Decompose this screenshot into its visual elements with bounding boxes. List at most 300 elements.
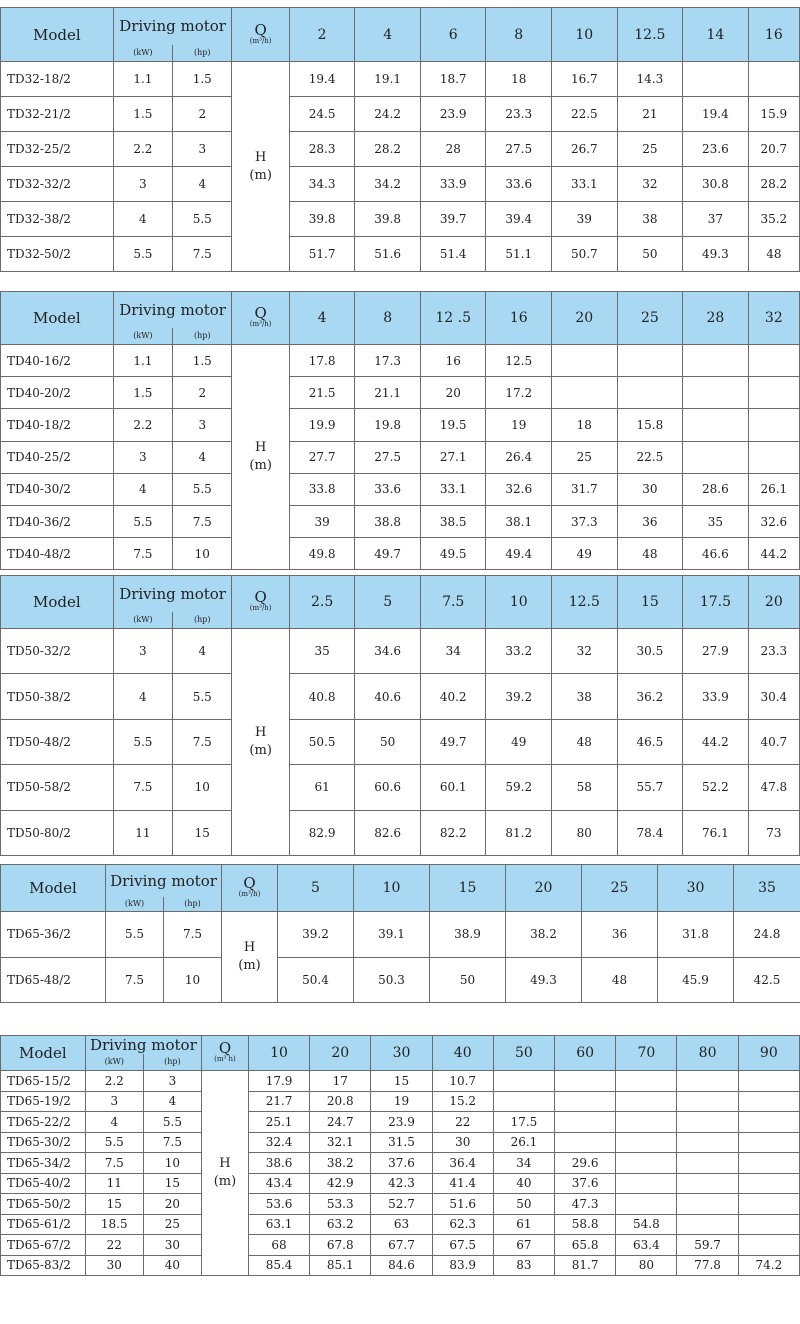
table-row bbox=[1, 97, 800, 132]
head-value-cell: 18 bbox=[486, 62, 552, 97]
hp-cell: 1.5 bbox=[173, 345, 232, 377]
flow-value-header: 50 bbox=[493, 1036, 554, 1071]
head-value-cell: 49.8 bbox=[289, 538, 355, 570]
hp-cell: 5.5 bbox=[143, 1112, 201, 1133]
kw-cell: 4 bbox=[113, 674, 172, 719]
kw-cell: 22 bbox=[85, 1235, 143, 1256]
head-value-cell: 51.6 bbox=[355, 237, 421, 272]
flow-value-header: 32 bbox=[748, 292, 799, 345]
model-cell: TD65-67/2 bbox=[1, 1235, 86, 1256]
head-value-cell: 30.4 bbox=[748, 674, 799, 719]
head-value-cell bbox=[683, 441, 749, 473]
head-value-cell: 33.6 bbox=[355, 473, 421, 505]
head-value-cell: 27.5 bbox=[486, 132, 552, 167]
flow-value-header: 30 bbox=[371, 1036, 432, 1071]
head-value-cell: 19.5 bbox=[420, 409, 486, 441]
head-value-cell: 60.1 bbox=[420, 765, 486, 810]
head-value-cell: 49.5 bbox=[420, 538, 486, 570]
flow-value-header: 70 bbox=[616, 1036, 677, 1071]
table-row bbox=[1, 1132, 800, 1153]
head-value-cell: 23.9 bbox=[420, 97, 486, 132]
head-value-cell bbox=[677, 1132, 738, 1153]
head-value-cell: 26.1 bbox=[748, 473, 799, 505]
head-value-cell bbox=[748, 345, 799, 377]
hp-unit-header: (hp) bbox=[164, 897, 222, 912]
head-value-cell: 17.2 bbox=[486, 377, 552, 409]
head-value-cell: 33.1 bbox=[552, 167, 618, 202]
head-value-cell: 22 bbox=[432, 1112, 493, 1133]
head-value-cell: 19.4 bbox=[683, 97, 749, 132]
head-value-cell: 20.8 bbox=[310, 1091, 371, 1112]
kw-unit-header: (kW) bbox=[85, 1054, 143, 1071]
model-cell: TD32-38/2 bbox=[1, 202, 114, 237]
model-cell: TD50-80/2 bbox=[1, 810, 114, 855]
flow-value-header: 40 bbox=[432, 1036, 493, 1071]
head-value-cell: 19.8 bbox=[355, 409, 421, 441]
flow-rate-header bbox=[232, 292, 289, 345]
head-value-cell: 77.8 bbox=[677, 1255, 738, 1276]
head-value-cell: 80 bbox=[616, 1255, 677, 1276]
head-value-cell: 53.6 bbox=[248, 1194, 309, 1215]
head-unit: (m) bbox=[249, 167, 272, 183]
performance-table bbox=[0, 291, 800, 570]
flow-value-header: 30 bbox=[658, 865, 734, 912]
head-value-cell bbox=[748, 377, 799, 409]
head-value-cell: 50.4 bbox=[278, 957, 354, 1003]
table-row bbox=[1, 473, 800, 505]
head-value-cell: 19 bbox=[371, 1091, 432, 1112]
head-value-cell bbox=[493, 1071, 554, 1092]
flow-rate-unit: (m³/h) bbox=[249, 604, 272, 612]
kw-cell: 11 bbox=[113, 810, 172, 855]
head-value-cell: 85.1 bbox=[310, 1255, 371, 1276]
head-value-cell: 25 bbox=[617, 132, 683, 167]
kw-unit-header: (kW) bbox=[106, 897, 164, 912]
head-value-cell: 17.8 bbox=[289, 345, 355, 377]
head-value-cell: 32.1 bbox=[310, 1132, 371, 1153]
model-cell: TD40-48/2 bbox=[1, 538, 114, 570]
flow-rate-header bbox=[232, 576, 289, 629]
flow-value-header: 20 bbox=[748, 576, 799, 629]
head-value-cell: 48 bbox=[748, 237, 799, 272]
head-value-cell: 51.6 bbox=[432, 1194, 493, 1215]
table-row bbox=[1, 810, 800, 855]
head-value-cell bbox=[616, 1091, 677, 1112]
kw-cell: 2.2 bbox=[85, 1071, 143, 1092]
head-value-cell: 31.7 bbox=[552, 473, 618, 505]
head-value-cell bbox=[738, 1091, 799, 1112]
hp-cell: 10 bbox=[173, 538, 232, 570]
head-value-cell: 42.5 bbox=[734, 957, 800, 1003]
head-value-cell: 82.9 bbox=[289, 810, 355, 855]
kw-cell: 1.1 bbox=[113, 345, 172, 377]
table-row bbox=[1, 1071, 800, 1092]
head-value-cell: 84.6 bbox=[371, 1255, 432, 1276]
head-value-cell: 76.1 bbox=[683, 810, 749, 855]
hp-cell: 7.5 bbox=[173, 237, 232, 272]
head-value-cell: 17.9 bbox=[248, 1071, 309, 1092]
head-value-cell: 24.8 bbox=[734, 912, 800, 958]
kw-cell: 30 bbox=[85, 1255, 143, 1276]
head-value-cell: 28.3 bbox=[289, 132, 355, 167]
head-value-cell: 33.1 bbox=[420, 473, 486, 505]
flow-value-header: 10 bbox=[354, 865, 430, 912]
table-row bbox=[1, 441, 800, 473]
kw-cell: 4 bbox=[113, 473, 172, 505]
table-row bbox=[1, 629, 800, 674]
head-value-cell bbox=[616, 1112, 677, 1133]
flow-value-header: 15 bbox=[430, 865, 506, 912]
head-value-cell bbox=[617, 345, 683, 377]
head-value-cell: 49.3 bbox=[683, 237, 749, 272]
model-cell: TD65-50/2 bbox=[1, 1194, 86, 1215]
flow-value-header: 15 bbox=[617, 576, 683, 629]
flow-value-header: 14 bbox=[683, 8, 749, 62]
head-value-cell bbox=[738, 1153, 799, 1174]
head-value-cell bbox=[748, 409, 799, 441]
head-value-cell: 54.8 bbox=[616, 1214, 677, 1235]
flow-rate-symbol: Q bbox=[218, 1039, 232, 1057]
head-value-cell bbox=[555, 1071, 616, 1092]
kw-cell: 2.2 bbox=[113, 132, 172, 167]
head-value-cell: 42.9 bbox=[310, 1173, 371, 1194]
table-row bbox=[1, 719, 800, 764]
kw-cell: 3 bbox=[113, 441, 172, 473]
head-value-cell: 50 bbox=[430, 957, 506, 1003]
head-unit: (m) bbox=[213, 1174, 237, 1189]
model-cell: TD32-25/2 bbox=[1, 132, 114, 167]
hp-cell: 4 bbox=[173, 441, 232, 473]
head-value-cell: 35 bbox=[683, 505, 749, 537]
head-value-cell: 50.7 bbox=[552, 237, 618, 272]
head-value-cell bbox=[738, 1194, 799, 1215]
kw-cell: 1.5 bbox=[113, 97, 172, 132]
head-value-cell: 39.4 bbox=[486, 202, 552, 237]
head-value-cell: 21 bbox=[617, 97, 683, 132]
head-value-cell: 59.7 bbox=[677, 1235, 738, 1256]
head-value-cell: 49 bbox=[486, 719, 552, 764]
head-value-cell: 34.6 bbox=[355, 629, 421, 674]
head-value-cell: 81.7 bbox=[555, 1255, 616, 1276]
table-row bbox=[1, 1255, 800, 1276]
model-cell: TD32-32/2 bbox=[1, 167, 114, 202]
flow-value-header: 20 bbox=[506, 865, 582, 912]
hp-unit-header: (hp) bbox=[173, 45, 232, 62]
head-value-cell: 63.1 bbox=[248, 1214, 309, 1235]
flow-rate-symbol: Q bbox=[254, 20, 267, 39]
kw-cell: 5.5 bbox=[85, 1132, 143, 1153]
head-value-cell: 16 bbox=[420, 345, 486, 377]
table-row bbox=[1, 1091, 800, 1112]
table-row bbox=[1, 1214, 800, 1235]
head-value-cell: 24.7 bbox=[310, 1112, 371, 1133]
head-value-cell: 15.9 bbox=[748, 97, 799, 132]
head-value-cell: 52.7 bbox=[371, 1194, 432, 1215]
flow-value-header: 25 bbox=[582, 865, 658, 912]
model-column-header: Model bbox=[1, 292, 114, 345]
flow-value-header: 16 bbox=[748, 8, 799, 62]
head-symbol: H bbox=[254, 149, 267, 165]
head-label-cell bbox=[202, 1071, 249, 1276]
kw-cell: 15 bbox=[85, 1194, 143, 1215]
head-value-cell: 38.5 bbox=[420, 505, 486, 537]
head-value-cell: 49.7 bbox=[355, 538, 421, 570]
head-value-cell: 31.5 bbox=[371, 1132, 432, 1153]
head-symbol: H bbox=[254, 724, 267, 740]
head-value-cell bbox=[677, 1214, 738, 1235]
kw-cell: 1.1 bbox=[113, 62, 172, 97]
head-value-cell: 19 bbox=[486, 409, 552, 441]
head-value-cell: 23.3 bbox=[486, 97, 552, 132]
kw-unit-header: (kW) bbox=[113, 45, 172, 62]
head-value-cell: 40.6 bbox=[355, 674, 421, 719]
head-value-cell: 82.6 bbox=[355, 810, 421, 855]
head-value-cell: 39 bbox=[289, 505, 355, 537]
hp-cell: 2 bbox=[173, 97, 232, 132]
head-value-cell: 22.5 bbox=[552, 97, 618, 132]
head-value-cell: 51.1 bbox=[486, 237, 552, 272]
head-value-cell: 39.8 bbox=[289, 202, 355, 237]
head-value-cell bbox=[748, 441, 799, 473]
flow-value-header: 4 bbox=[355, 8, 421, 62]
kw-cell: 3 bbox=[85, 1091, 143, 1112]
model-cell: TD50-32/2 bbox=[1, 629, 114, 674]
flow-value-header: 5 bbox=[278, 865, 354, 912]
hp-cell: 7.5 bbox=[164, 912, 222, 958]
hp-cell: 7.5 bbox=[173, 505, 232, 537]
flow-value-header: 60 bbox=[555, 1036, 616, 1071]
head-value-cell: 82.2 bbox=[420, 810, 486, 855]
hp-unit-header: (hp) bbox=[143, 1054, 201, 1071]
head-value-cell: 39.2 bbox=[278, 912, 354, 958]
head-value-cell bbox=[677, 1071, 738, 1092]
model-cell: TD40-18/2 bbox=[1, 409, 114, 441]
head-value-cell: 30.8 bbox=[683, 167, 749, 202]
kw-cell: 5.5 bbox=[113, 719, 172, 764]
driving-motor-header: Driving motor bbox=[106, 865, 222, 897]
hp-cell: 2 bbox=[173, 377, 232, 409]
head-value-cell: 39.8 bbox=[355, 202, 421, 237]
kw-cell: 11 bbox=[85, 1173, 143, 1194]
kw-cell: 3 bbox=[113, 629, 172, 674]
head-symbol: H bbox=[243, 940, 256, 955]
table-row bbox=[1, 1194, 800, 1215]
head-value-cell: 80 bbox=[552, 810, 618, 855]
head-value-cell bbox=[616, 1132, 677, 1153]
table-row bbox=[1, 202, 800, 237]
head-value-cell: 41.4 bbox=[432, 1173, 493, 1194]
head-value-cell: 19.1 bbox=[355, 62, 421, 97]
hp-cell: 25 bbox=[143, 1214, 201, 1235]
kw-cell: 7.5 bbox=[106, 957, 164, 1003]
table-row bbox=[1, 1235, 800, 1256]
head-value-cell: 34 bbox=[420, 629, 486, 674]
head-value-cell: 47.3 bbox=[555, 1194, 616, 1215]
head-value-cell: 48 bbox=[582, 957, 658, 1003]
head-value-cell: 63.2 bbox=[310, 1214, 371, 1235]
flow-value-header: 20 bbox=[310, 1036, 371, 1071]
head-value-cell: 37.3 bbox=[552, 505, 618, 537]
head-value-cell: 40.2 bbox=[420, 674, 486, 719]
flow-value-header: 7.5 bbox=[420, 576, 486, 629]
head-value-cell bbox=[748, 62, 799, 97]
hp-cell: 5.5 bbox=[173, 674, 232, 719]
head-value-cell: 34.3 bbox=[289, 167, 355, 202]
head-value-cell: 67 bbox=[493, 1235, 554, 1256]
flow-value-header: 10 bbox=[248, 1036, 309, 1071]
head-value-cell: 15.8 bbox=[617, 409, 683, 441]
head-value-cell: 32 bbox=[552, 629, 618, 674]
head-value-cell: 34.2 bbox=[355, 167, 421, 202]
head-value-cell: 20.7 bbox=[748, 132, 799, 167]
table-row bbox=[1, 132, 800, 167]
head-label-cell bbox=[232, 629, 289, 856]
table-row bbox=[1, 377, 800, 409]
model-cell: TD32-18/2 bbox=[1, 62, 114, 97]
head-value-cell: 33.2 bbox=[486, 629, 552, 674]
head-value-cell: 36 bbox=[617, 505, 683, 537]
head-value-cell: 52.2 bbox=[683, 765, 749, 810]
table-row bbox=[1, 505, 800, 537]
head-value-cell: 31.8 bbox=[658, 912, 734, 958]
head-value-cell: 35.2 bbox=[748, 202, 799, 237]
flow-value-header: 80 bbox=[677, 1036, 738, 1071]
head-value-cell: 40 bbox=[493, 1173, 554, 1194]
head-value-cell: 81.2 bbox=[486, 810, 552, 855]
head-value-cell: 17.3 bbox=[355, 345, 421, 377]
flow-rate-symbol: Q bbox=[254, 588, 267, 606]
head-value-cell: 17 bbox=[310, 1071, 371, 1092]
head-value-cell: 44.2 bbox=[683, 719, 749, 764]
head-value-cell: 24.2 bbox=[355, 97, 421, 132]
driving-motor-header: Driving motor bbox=[85, 1036, 201, 1054]
flow-value-header: 12.5 bbox=[552, 576, 618, 629]
head-value-cell: 25 bbox=[552, 441, 618, 473]
head-value-cell: 38.6 bbox=[248, 1153, 309, 1174]
performance-table bbox=[0, 864, 800, 1003]
hp-cell: 3 bbox=[173, 132, 232, 167]
head-value-cell: 23.6 bbox=[683, 132, 749, 167]
head-value-cell bbox=[677, 1112, 738, 1133]
head-value-cell: 46.6 bbox=[683, 538, 749, 570]
kw-cell: 2.2 bbox=[113, 409, 172, 441]
head-value-cell bbox=[493, 1091, 554, 1112]
head-value-cell: 27.9 bbox=[683, 629, 749, 674]
head-value-cell: 23.3 bbox=[748, 629, 799, 674]
head-value-cell: 15.2 bbox=[432, 1091, 493, 1112]
head-value-cell: 24.5 bbox=[289, 97, 355, 132]
model-cell: TD40-16/2 bbox=[1, 345, 114, 377]
head-value-cell: 28.2 bbox=[355, 132, 421, 167]
model-cell: TD65-61/2 bbox=[1, 1214, 86, 1235]
head-value-cell bbox=[616, 1173, 677, 1194]
flow-value-header: 8 bbox=[355, 292, 421, 345]
table-row bbox=[1, 1173, 800, 1194]
flow-value-header: 90 bbox=[738, 1036, 799, 1071]
hp-cell: 7.5 bbox=[173, 719, 232, 764]
head-value-cell: 30.5 bbox=[617, 629, 683, 674]
table-row bbox=[1, 167, 800, 202]
hp-cell: 5.5 bbox=[173, 473, 232, 505]
hp-cell: 30 bbox=[143, 1235, 201, 1256]
head-value-cell bbox=[617, 377, 683, 409]
head-value-cell: 44.2 bbox=[748, 538, 799, 570]
head-value-cell: 78.4 bbox=[617, 810, 683, 855]
flow-value-header: 6 bbox=[420, 8, 486, 62]
flow-value-header: 17.5 bbox=[683, 576, 749, 629]
hp-cell: 10 bbox=[173, 765, 232, 810]
head-value-cell: 37 bbox=[683, 202, 749, 237]
head-value-cell: 67.7 bbox=[371, 1235, 432, 1256]
hp-cell: 4 bbox=[173, 629, 232, 674]
head-value-cell: 19.9 bbox=[289, 409, 355, 441]
model-column-header: Model bbox=[1, 576, 114, 629]
head-value-cell: 20 bbox=[420, 377, 486, 409]
model-cell: TD65-19/2 bbox=[1, 1091, 86, 1112]
head-value-cell: 36.4 bbox=[432, 1153, 493, 1174]
head-value-cell: 14.3 bbox=[617, 62, 683, 97]
hp-unit-header: (hp) bbox=[173, 328, 232, 345]
table-row bbox=[1, 538, 800, 570]
head-value-cell: 48 bbox=[552, 719, 618, 764]
head-value-cell: 55.7 bbox=[617, 765, 683, 810]
head-value-cell: 38 bbox=[617, 202, 683, 237]
head-value-cell bbox=[683, 62, 749, 97]
head-value-cell: 26.4 bbox=[486, 441, 552, 473]
head-value-cell: 10.7 bbox=[432, 1071, 493, 1092]
head-value-cell: 38.8 bbox=[355, 505, 421, 537]
table-row bbox=[1, 409, 800, 441]
model-cell: TD50-58/2 bbox=[1, 765, 114, 810]
head-value-cell: 21.7 bbox=[248, 1091, 309, 1112]
head-value-cell: 42.3 bbox=[371, 1173, 432, 1194]
head-value-cell: 38.2 bbox=[506, 912, 582, 958]
head-value-cell: 38.2 bbox=[310, 1153, 371, 1174]
hp-cell: 4 bbox=[173, 167, 232, 202]
hp-cell: 1.5 bbox=[173, 62, 232, 97]
kw-cell: 4 bbox=[113, 202, 172, 237]
head-value-cell: 36.2 bbox=[617, 674, 683, 719]
head-value-cell: 25.1 bbox=[248, 1112, 309, 1133]
head-value-cell: 35 bbox=[289, 629, 355, 674]
head-value-cell: 83.9 bbox=[432, 1255, 493, 1276]
head-value-cell bbox=[738, 1071, 799, 1092]
model-cell: TD40-36/2 bbox=[1, 505, 114, 537]
head-value-cell: 61 bbox=[289, 765, 355, 810]
head-value-cell bbox=[555, 1132, 616, 1153]
table-row bbox=[1, 345, 800, 377]
head-value-cell: 58.8 bbox=[555, 1214, 616, 1235]
head-unit: (m) bbox=[238, 958, 261, 973]
flow-value-header: 8 bbox=[486, 8, 552, 62]
head-value-cell: 19.4 bbox=[289, 62, 355, 97]
performance-table bbox=[0, 1035, 800, 1276]
head-value-cell: 63 bbox=[371, 1214, 432, 1235]
head-value-cell: 59.2 bbox=[486, 765, 552, 810]
head-symbol: H bbox=[254, 440, 267, 456]
head-symbol: H bbox=[219, 1156, 231, 1171]
flow-value-header: 16 bbox=[486, 292, 552, 345]
head-value-cell: 50.5 bbox=[289, 719, 355, 764]
head-value-cell bbox=[616, 1071, 677, 1092]
model-cell: TD32-50/2 bbox=[1, 237, 114, 272]
head-value-cell bbox=[677, 1194, 738, 1215]
head-value-cell: 37.6 bbox=[371, 1153, 432, 1174]
driving-motor-header: Driving motor bbox=[113, 8, 232, 45]
head-value-cell: 51.7 bbox=[289, 237, 355, 272]
model-cell: TD65-40/2 bbox=[1, 1173, 86, 1194]
hp-cell: 15 bbox=[173, 810, 232, 855]
